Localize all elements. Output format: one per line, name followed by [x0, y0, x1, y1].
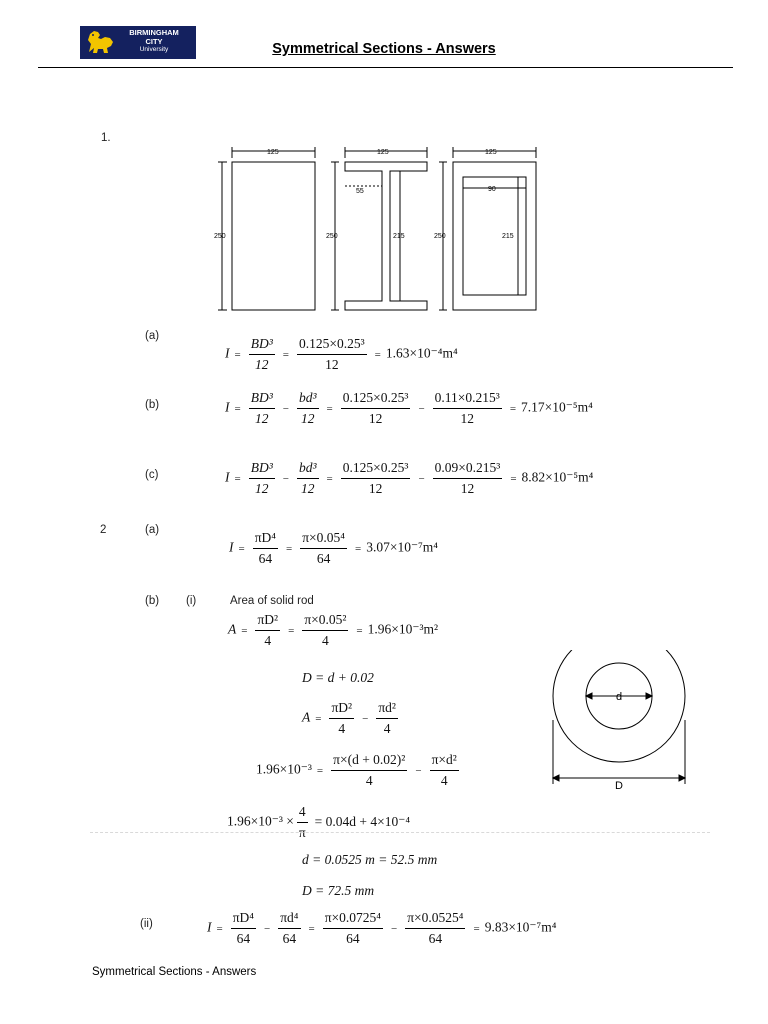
dim-c-inner-height: 215 — [502, 233, 514, 240]
q2b-eq3-f2-num: π×d² — [430, 752, 459, 771]
q2b-eq5: d = 0.0525 m = 52.5 mm — [302, 852, 438, 867]
section-a-rect — [232, 162, 315, 310]
page-footer: Symmetrical Sections - Answers — [92, 966, 257, 978]
q1a-label: (a) — [145, 330, 160, 342]
ring-inner-label: d — [616, 691, 623, 703]
q2b-area-f2-den: 4 — [321, 633, 329, 648]
q1c-f3-num: 0.125×0.25³ — [341, 460, 411, 479]
q1b-f2-num: bd³ — [297, 390, 319, 409]
section-c-outer — [453, 162, 536, 310]
q1c-f2-num: bd³ — [297, 460, 319, 479]
q1b-label: (b) — [145, 399, 160, 411]
q1c-f1-num: BD³ — [249, 460, 275, 479]
q2b-eq-D: D = d + 0.02 — [302, 670, 374, 685]
q2b-eq4 — [227, 804, 410, 841]
q1b-f3-den: 12 — [368, 411, 383, 426]
q1c-f4-num: 0.09×0.215³ — [433, 460, 503, 479]
q2b-eq3: 1.96×10⁻³ = $\frac{\text{π×(d + 0.02)²}}{4}$ − $\frac{\text{π×d²}}{4}$ — [256, 752, 457, 788]
q2b-i-label: (i) — [186, 595, 197, 607]
q2a-equation: I = $\frac{\text{πD⁴}}{64}$ = $\frac{\text{π×0.05⁴}}{64}$ = 3.07×10⁻⁷m⁴ — [229, 530, 438, 566]
q2b-area-f2-num: π×0.05² — [302, 612, 348, 631]
q2bii-f1-num: πD⁴ — [231, 910, 256, 929]
q2b-eq4-f-num: 4 — [297, 804, 308, 823]
q1c-label: (c) — [145, 469, 159, 481]
q2b-eqA-f2-den: 4 — [383, 721, 391, 736]
q2bii-lhs: I — [207, 919, 212, 935]
hollow-rod-diagram — [548, 650, 690, 790]
dim-c-height: 250 — [434, 233, 446, 240]
q2bii-f3-num: π×0.0725⁴ — [323, 910, 383, 929]
q1b-f1-num: BD³ — [249, 390, 275, 409]
q1b-f1-den: 12 — [254, 411, 269, 426]
q2b-ii-equation: I = $\frac{\text{πD⁴}}{64}$ − $\frac{\text{πd⁴}}{64}$ = $\frac{\text{π×0.0725⁴}}{64}$ − $\frac{\text{π×0.0525⁴}}{64}$ = 9.83×10⁻⁷m⁴ — [207, 910, 557, 946]
q1b-result: 7.17×10⁻⁵m⁴ — [521, 399, 593, 415]
dim-b-inner-height: 215 — [393, 233, 405, 240]
q2b-area-lhs: A — [228, 621, 237, 637]
logo-line-2: CITY — [145, 36, 163, 46]
q2b-heading: Area of solid rod — [230, 595, 314, 607]
q2b-eqA-f1-den: 4 — [338, 721, 346, 736]
q1c-result: 8.82×10⁻⁵m⁴ — [521, 469, 594, 485]
q1b-f3-num: 0.125×0.25³ — [341, 390, 411, 409]
q2bii-f3-den: 64 — [346, 931, 360, 946]
q1b-f4-num: 0.11×0.215³ — [433, 390, 502, 409]
ring-outer-label: D — [615, 780, 623, 790]
section-c-inner — [463, 177, 526, 295]
q2b-area-f1-den: 4 — [264, 633, 272, 648]
dim-b-width: 125 — [377, 149, 389, 156]
q2a-lhs: I — [229, 539, 234, 555]
q2bii-f4-den: 64 — [428, 931, 443, 946]
q2bii-f4-num: π×0.0525⁴ — [405, 910, 465, 929]
q2b-label: (b) — [145, 595, 160, 607]
dim-c-inner-width: 90 — [488, 186, 496, 193]
dim-b-web: 55 — [356, 188, 364, 195]
q2bii-f2-num: πd⁴ — [278, 910, 300, 929]
q1a-equation: I = $\frac{\text{BD³}}{12}$ = $\frac{\text{0.125×0.25³}}{12}$ = 1.63×10⁻⁴m⁴ — [225, 336, 458, 372]
q1c-equation: I = $\frac{\text{BD³}}{12}$ − $\frac{\text{bd³}}{12}$ = $\frac{\text{0.125×0.25³}}{12}$ − $\frac{\text{0.09×0.215³}}{12}$ = 8.82×10⁻⁵m⁴ — [225, 460, 594, 496]
q1c-lhs: I — [225, 469, 230, 485]
page-title: Symmetrical Sections - Answers — [272, 41, 496, 57]
q2a-label: (a) — [145, 524, 160, 536]
cross-sections-diagram — [205, 138, 545, 323]
q2b-ii-label: (ii) — [140, 918, 153, 930]
q2a-f1-den: 64 — [258, 551, 273, 566]
q2b-eqA-lhs: A — [302, 709, 311, 725]
q1a-f2-den: 12 — [325, 357, 339, 372]
q1a-f1-num: BD³ — [249, 336, 275, 355]
q2b-eqA-f2-num: πd² — [376, 700, 398, 719]
logo-line-1: BIRMINGHAM — [129, 28, 179, 37]
logo-line-3: University — [139, 46, 169, 53]
dim-a-width: 125 — [267, 149, 279, 156]
page-break-line — [90, 832, 710, 833]
q2b-eq6: D = 72.5 mm — [302, 883, 375, 898]
q2b-eq4-f-den: π — [298, 825, 306, 840]
question-1-number: 1. — [101, 132, 111, 144]
q2b-area-result: 1.96×10⁻³m² — [367, 621, 439, 637]
q1b-f2-den: 12 — [301, 411, 315, 426]
q2a-f2-num: π×0.05⁴ — [300, 530, 347, 549]
q2a-f1-num: πD⁴ — [253, 530, 278, 549]
dim-c-width: 125 — [485, 149, 497, 156]
q1a-f1-den: 12 — [254, 357, 269, 372]
q1a-result: 1.63×10⁻⁴m⁴ — [385, 345, 458, 361]
q2b-eq3-f1-num: π×(d + 0.02)² — [331, 752, 407, 771]
q2b-area-f1-num: πD² — [255, 612, 280, 631]
q1c-f4-den: 12 — [460, 481, 475, 496]
q1c-f1-den: 12 — [254, 481, 269, 496]
question-2-number: 2 — [100, 524, 107, 536]
q2b-eqA-f1-num: πD² — [329, 700, 354, 719]
q1a-f2-num: 0.125×0.25³ — [297, 336, 367, 355]
q2a-f2-den: 64 — [316, 551, 331, 566]
q2bii-result: 9.83×10⁻⁷m⁴ — [484, 919, 557, 935]
section-b-i-beam — [345, 162, 427, 310]
q2b-eq4-rhs: = 0.04d + 4×10⁻⁴ — [314, 813, 411, 829]
q2bii-f1-den: 64 — [236, 931, 251, 946]
q2b-eq3-f1-den: 4 — [365, 773, 373, 788]
q2b-eq3-f2-den: 4 — [440, 773, 448, 788]
q1b-lhs: I — [225, 399, 230, 415]
q2bii-f2-den: 64 — [282, 931, 297, 946]
q2b-area-equation: A = $\frac{\text{πD²}}{4}$ = $\frac{\text{π×0.05²}}{4}$ = 1.96×10⁻³m² — [228, 612, 439, 648]
q1b-f4-den: 12 — [460, 411, 474, 426]
q2b-eq4-lhs: 1.96×10⁻³ × — [227, 813, 294, 829]
header-divider — [38, 67, 733, 68]
q1b-equation: I = $\frac{\text{BD³}}{12}$ − $\frac{\text{bd³}}{12}$ = $\frac{\text{0.125×0.25³}}{12}$ − $\frac{\text{0.11×0.215³}}{12}$ = 7.17×10⁻⁵m⁴ — [225, 390, 593, 426]
q2b-eq-A: A = $\frac{\text{πD²}}{4}$ − $\frac{\text{πd²}}{4}$ — [302, 700, 396, 736]
dim-b-height: 250 — [326, 233, 338, 240]
ring-outer-circle — [553, 650, 685, 762]
q1a-lhs: I — [225, 345, 230, 361]
q1c-f2-den: 12 — [301, 481, 315, 496]
q1c-f3-den: 12 — [368, 481, 383, 496]
dim-a-height: 250 — [214, 233, 226, 240]
q2b-eq3-lhs: 1.96×10⁻³ — [256, 761, 312, 777]
q2a-result: 3.07×10⁻⁷m⁴ — [366, 539, 438, 555]
